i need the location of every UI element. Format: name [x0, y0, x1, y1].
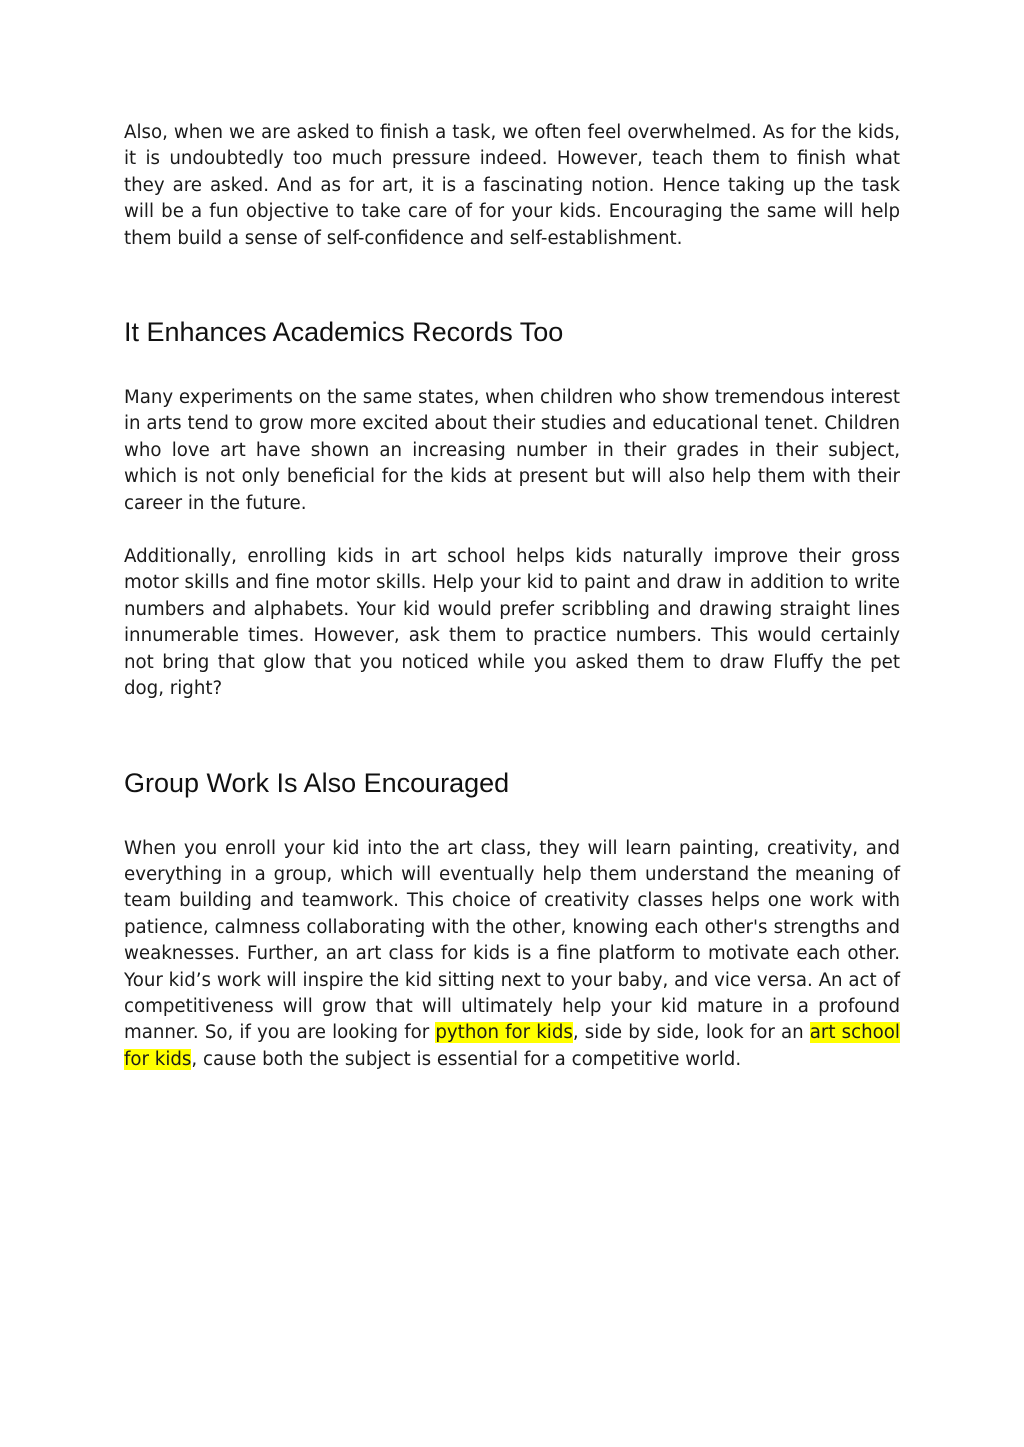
document-body: [124, 120, 900, 1073]
paragraph-motor-skills: Additionally, enrolling kids in art school helps kids naturally improve their gross motor skills and fine motor skills. Help your kid to paint and draw in addition to write numbers and alphabets. Your kid would prefer scribbling and drawing straight lines innumerable times. However, ask them to practice numbers. This would certainly not bring that glow that you noticed while you asked them to draw Fluffy the pet dog, right?: [124, 546, 900, 700]
link-python-for-kids[interactable]: python for kids: [435, 1022, 573, 1044]
paragraph-text-segment: , cause both the subject is essential for a competitive world.: [191, 1048, 742, 1070]
paragraph-intro: Also, when we are asked to finish a task, we often feel overwhelmed. As for the kids, it is undoubtedly too much pressure indeed. However, teach them to finish what they are asked. And as for art, it is a fascinating notion. Hence taking up the task will be a fun objective to take care of for your kids. Encouraging the same will help them build a sense of self-confidence and self-establishment.: [124, 122, 900, 249]
paragraph-group-work: [124, 836, 900, 1074]
heading-group-work: Group Work Is Also Encouraged: [124, 767, 510, 798]
paragraph-academics: Many experiments on the same states, when children who show tremendous interest in arts tend to grow more excited about their studies and educational tenet. Children who love art have shown an increasing number in their grades in their subject, which is not only beneficial for the kids at present but will also help them with their career in the future.: [124, 387, 900, 514]
heading-academics: It Enhances Academics Records Too: [124, 317, 564, 348]
paragraph-text-segment: When you enroll your kid into the art class, they will learn painting, creativity, and everything in a group, which will eventually help them understand the meaning of team building and teamwork. This choice of creativity classes helps one work with patience, calmness collaborating with the other, knowing each other's strengths and weaknesses. Further, an art class for kids is a fine platform to motivate each other. Your kid’s work will inspire the kid sitting next to your baby, and vice versa. An act of competitiveness will grow that will ultimately help your kid mature in a profound manner. So, if you are looking for: [124, 837, 900, 1044]
paragraph-text-segment: , side by side, look for an: [572, 1022, 810, 1044]
link-art-school-for-kids[interactable]: art school for kids: [124, 1022, 900, 1070]
